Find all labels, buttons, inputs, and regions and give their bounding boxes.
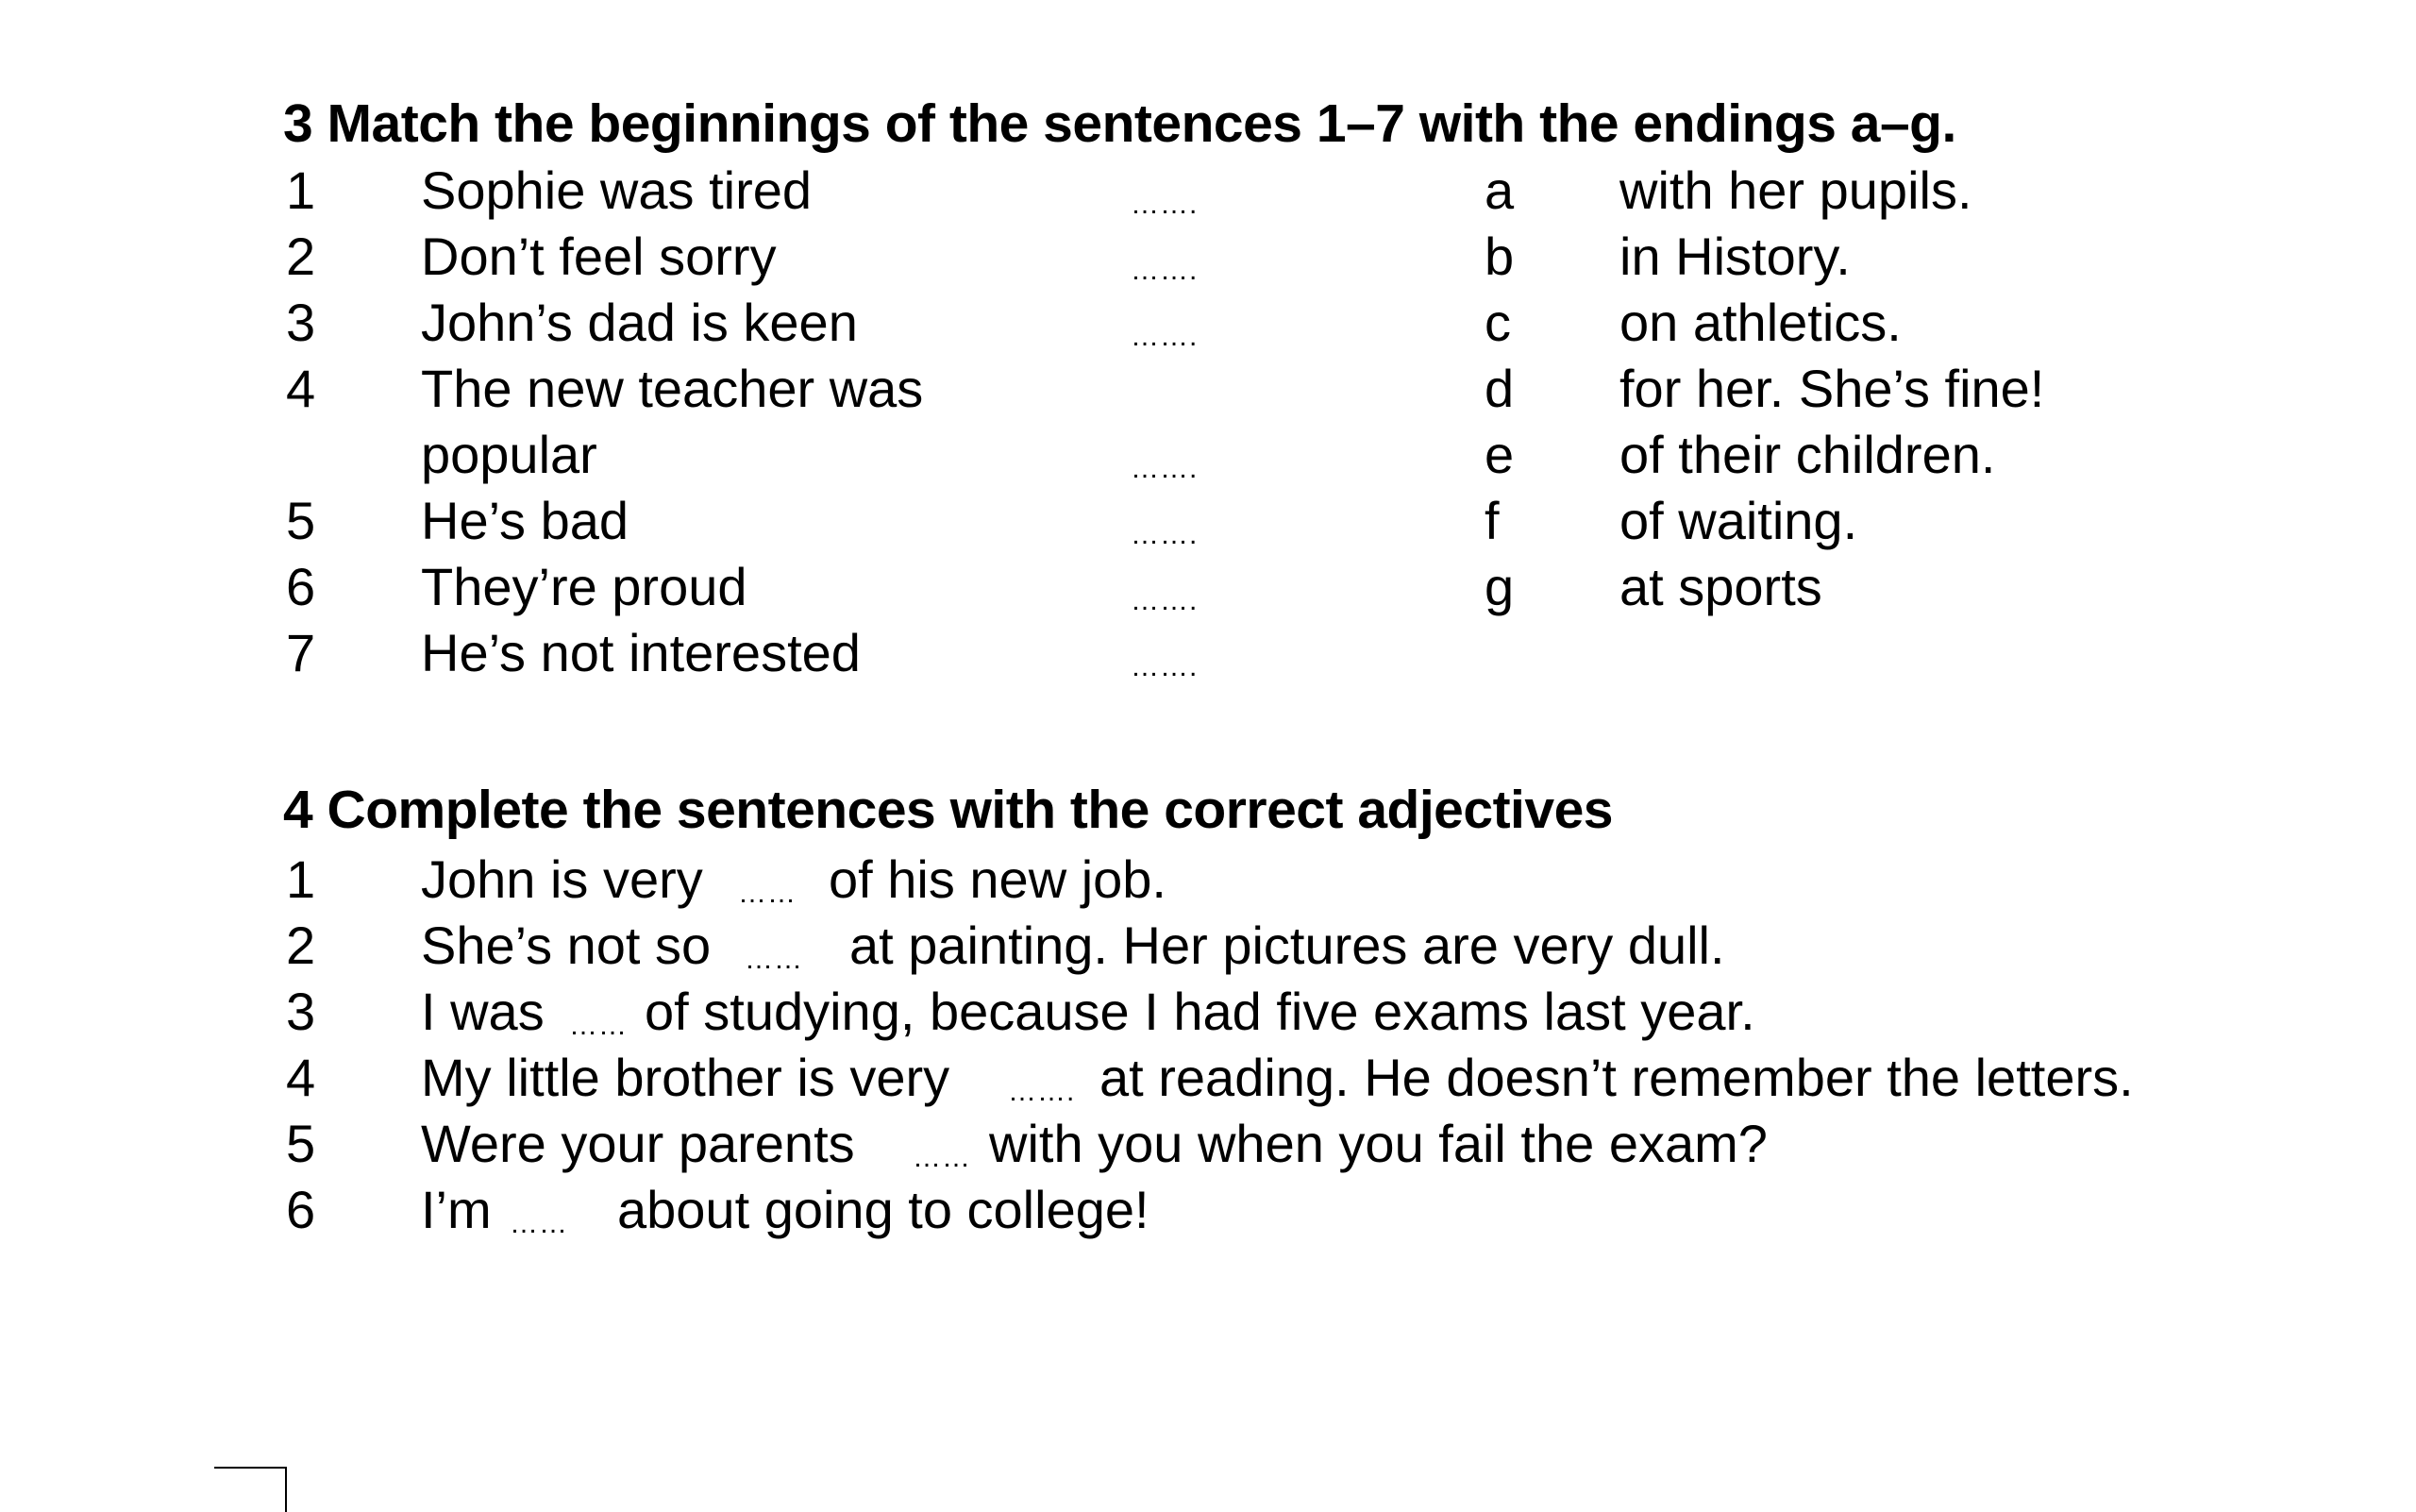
answer-blank[interactable]: …….: [1131, 255, 1199, 286]
sentence-before: My little brother is very: [421, 1048, 950, 1107]
exercise-3-heading: 3 Match the beginnings of the sentences 1–7 with the endings a–g.: [283, 93, 1956, 154]
beginning-number: 7: [286, 623, 316, 682]
sentence-after: with you when you fail the exam?: [989, 1114, 1768, 1173]
sentence-before: She’s not so: [421, 916, 712, 975]
sentence-after: at reading. He doesn’t remember the letters.: [1099, 1048, 2134, 1107]
ending-letter: a: [1485, 160, 1515, 220]
exercise-4-heading: 4 Complete the sentences with the correct adjectives: [283, 780, 1613, 840]
sentence-number: 6: [286, 1180, 316, 1239]
answer-blank[interactable]: ……: [510, 1208, 568, 1239]
answer-blank[interactable]: …….: [1131, 651, 1199, 682]
ending-letter: b: [1485, 227, 1515, 286]
ending-text: on athletics.: [1619, 293, 1902, 352]
sentence-number: 1: [286, 849, 316, 909]
ending-letter: e: [1485, 425, 1515, 484]
answer-blank[interactable]: ……: [913, 1142, 971, 1173]
sentence-after: of studying, because I had five exams last year.: [645, 982, 1755, 1041]
beginning-text-continued: popular: [421, 425, 597, 484]
sentence-after: of his new job.: [829, 849, 1166, 909]
ending-text: in History.: [1619, 227, 1851, 286]
sentence-before: I was: [421, 982, 545, 1041]
sentence-before: I’m: [421, 1180, 492, 1239]
ending-text: of waiting.: [1619, 491, 1858, 550]
ending-letter: d: [1485, 359, 1515, 418]
answer-blank[interactable]: ……: [738, 878, 797, 909]
answer-blank[interactable]: …….: [1131, 189, 1199, 220]
answer-blank[interactable]: …….: [1131, 321, 1199, 352]
answer-blank[interactable]: ……: [569, 1010, 628, 1041]
sentence-after: at painting. Her pictures are very dull.: [849, 916, 1725, 975]
answer-blank[interactable]: …….: [1008, 1076, 1076, 1107]
beginning-text: Don’t feel sorry: [421, 227, 777, 286]
answer-blank[interactable]: ……: [745, 944, 803, 975]
ending-letter: g: [1485, 557, 1515, 616]
ending-letter: f: [1485, 491, 1500, 550]
beginning-number: 2: [286, 227, 316, 286]
beginning-number: 3: [286, 293, 316, 352]
answer-blank[interactable]: …….: [1131, 519, 1199, 550]
beginning-number: 6: [286, 557, 316, 616]
sentence-number: 2: [286, 916, 316, 975]
beginning-number: 5: [286, 491, 316, 550]
ending-text: of their children.: [1619, 425, 1996, 484]
sentence-before: Were your parents: [421, 1114, 855, 1173]
beginning-text: John’s dad is keen: [421, 293, 858, 352]
beginning-number: 4: [286, 359, 316, 418]
ending-letter: c: [1485, 293, 1511, 352]
answer-blank[interactable]: …….: [1131, 453, 1199, 484]
beginning-text: He’s not interested: [421, 623, 861, 682]
sentence-after: about going to college!: [617, 1180, 1149, 1239]
beginning-number: 1: [286, 160, 316, 220]
beginning-text: They’re proud: [421, 557, 747, 616]
page-corner-mark: [214, 1467, 287, 1512]
sentence-before: John is very: [421, 849, 703, 909]
ending-text: at sports: [1619, 557, 1822, 616]
sentence-number: 4: [286, 1048, 316, 1107]
ending-text: with her pupils.: [1619, 160, 1972, 220]
beginning-text: He’s bad: [421, 491, 629, 550]
ending-text: for her. She’s fine!: [1619, 359, 2045, 418]
sentence-number: 3: [286, 982, 316, 1041]
sentence-number: 5: [286, 1114, 316, 1173]
beginning-text: The new teacher was: [421, 359, 924, 418]
beginning-text: Sophie was tired: [421, 160, 813, 220]
answer-blank[interactable]: …….: [1131, 585, 1199, 616]
